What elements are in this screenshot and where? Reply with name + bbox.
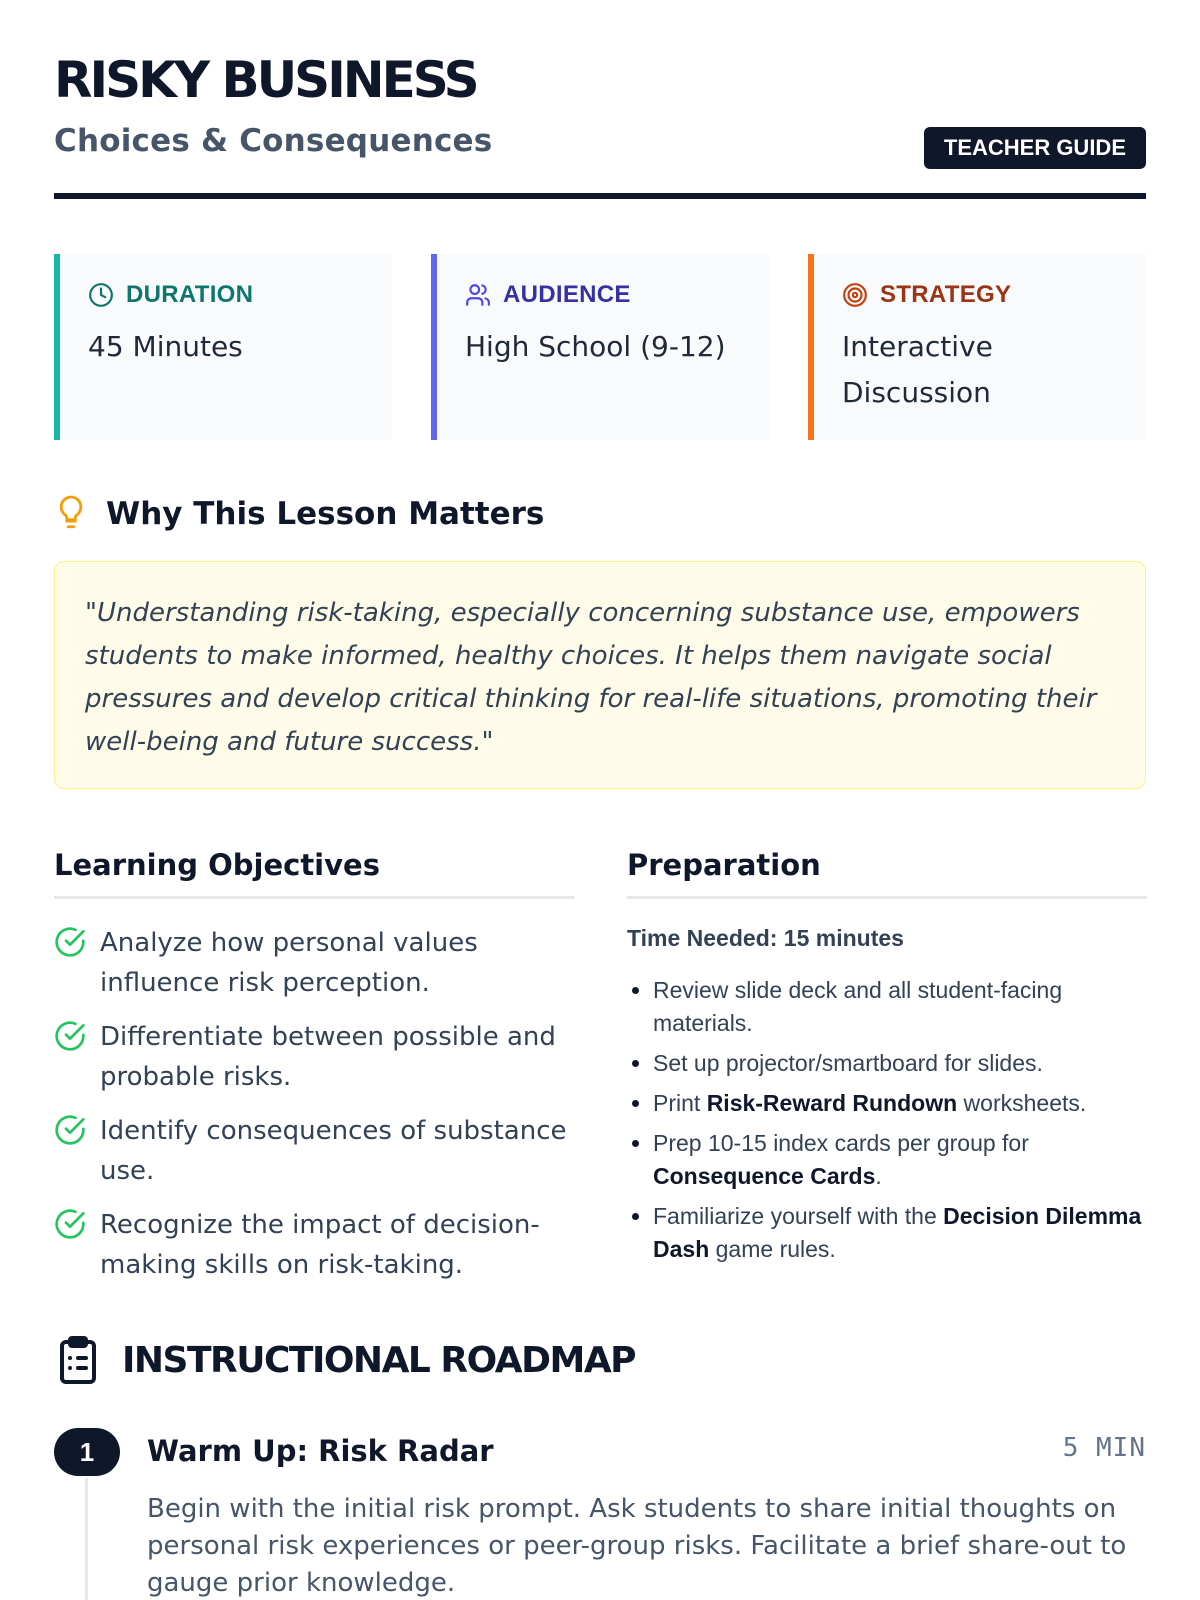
check-circle-icon (54, 1020, 86, 1052)
prep-text: worksheets. (957, 1090, 1087, 1116)
objective-text: Analyze how personal values influence risk perception. (100, 928, 478, 998)
clipboard-list-icon (54, 1334, 102, 1386)
timeline-line (85, 1478, 88, 1600)
clock-icon (88, 282, 114, 308)
duration-label: DURATION (126, 281, 254, 308)
target-icon (842, 282, 868, 308)
objective-text: Identify consequences of substance use. (100, 1116, 567, 1186)
page-title: RISKY BUSINESS (54, 51, 477, 109)
check-circle-icon (54, 1208, 86, 1240)
preparation (627, 848, 1147, 1273)
list-item (653, 1200, 1147, 1266)
step-number-badge: 1 (54, 1428, 120, 1476)
list-item (54, 1111, 574, 1191)
header-divider (54, 193, 1146, 199)
why-section-header (54, 494, 544, 534)
why-heading: Why This Lesson Matters (106, 496, 545, 532)
page (54, 0, 1146, 1598)
preparation-list (627, 974, 1147, 1266)
step-duration: 5 MIN (1062, 1433, 1146, 1463)
strategy-card (808, 254, 1146, 440)
roadmap-heading: INSTRUCTIONAL ROADMAP (122, 1339, 636, 1381)
objective-text: Recognize the impact of decision-making skills on risk-taking. (100, 1210, 540, 1280)
page-subtitle: Choices & Consequences (54, 123, 493, 159)
prep-text: Familiarize yourself with the (653, 1203, 944, 1229)
users-icon (465, 282, 491, 308)
prep-text: Review slide deck and all student-facing materials. (653, 977, 1063, 1036)
objective-text: Differentiate between possible and probable risks. (100, 1022, 556, 1092)
objectives-list (54, 923, 574, 1285)
step-title: Warm Up: Risk Radar (147, 1434, 494, 1468)
list-item (653, 1087, 1147, 1120)
preparation-heading: Preparation (627, 848, 1147, 899)
objectives-heading: Learning Objectives (54, 848, 574, 899)
audience-value: High School (9-12) (465, 330, 726, 363)
prep-text: game rules. (709, 1236, 836, 1262)
prep-text: . (875, 1163, 882, 1189)
why-quote: "Understanding risk-taking, especially concerning substance use, empowers students to make informed, healthy choices. It helps them navigate social pressures and develop critical thinking for real-life situations, promoting their well-being and future success." (85, 598, 1097, 757)
header (54, 0, 1146, 200)
list-item (653, 1047, 1147, 1080)
prep-text: Prep 10-15 index cards per group for (653, 1130, 1029, 1156)
learning-objectives (54, 848, 574, 1299)
strategy-label: STRATEGY (880, 281, 1012, 308)
audience-card (431, 254, 769, 440)
why-quote-box (54, 561, 1146, 789)
teacher-guide-badge: TEACHER GUIDE (924, 127, 1146, 169)
check-circle-icon (54, 926, 86, 958)
prep-text: Print (653, 1090, 707, 1116)
info-cards (54, 254, 1146, 440)
list-item (653, 1127, 1147, 1193)
list-item (653, 974, 1147, 1040)
audience-label: AUDIENCE (503, 281, 631, 308)
time-needed: Time Needed: 15 minutes (627, 925, 904, 951)
step-description: Begin with the initial risk prompt. Ask students to share initial thoughts on personal risk experiences or peer-group risks. Facilitate a brief share-out to gauge prior knowledge. (147, 1494, 1127, 1598)
prep-bold-text: Consequence Cards (653, 1163, 876, 1189)
list-item (54, 1205, 574, 1285)
duration-value: 45 Minutes (88, 330, 243, 363)
prep-bold-text: Risk-Reward Rundown (706, 1090, 958, 1116)
prep-text: Set up projector/smartboard for slides. (653, 1050, 1043, 1076)
check-circle-icon (54, 1114, 86, 1146)
list-item (54, 1017, 574, 1097)
list-item (54, 923, 574, 1003)
strategy-value: Interactive Discussion (842, 330, 993, 409)
roadmap-header (54, 1334, 635, 1386)
duration-card (54, 254, 392, 440)
lightbulb-icon (54, 494, 88, 534)
prep-bold-text: Decision Dilemma Dash (653, 1203, 1142, 1262)
